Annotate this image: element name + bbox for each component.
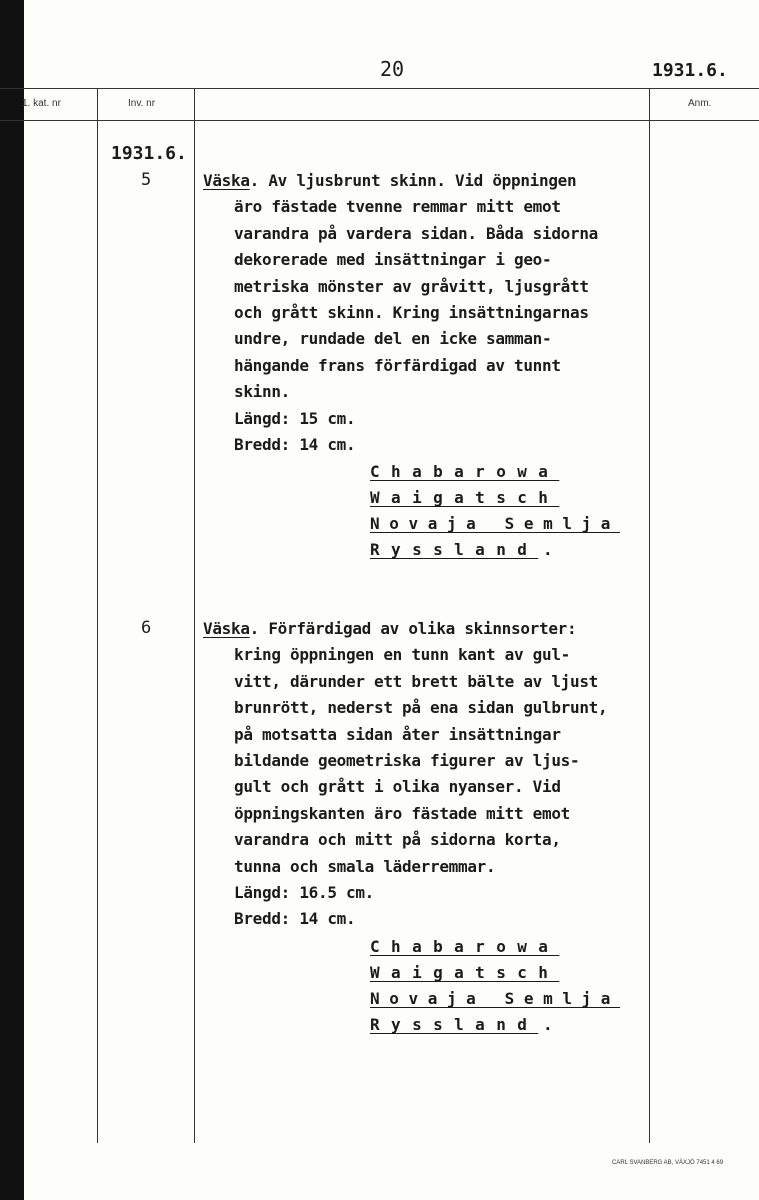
entry-line: varandra och mitt på sidorna korta,: [234, 830, 561, 850]
inv-year: 1931.6.: [111, 143, 187, 164]
location-place: Chabarowa: [370, 937, 560, 956]
location-island: Waigatsch: [370, 488, 560, 507]
entry-line: undre, rundade del en icke samman-: [234, 329, 552, 349]
entry-line: gult och grått i olika nyanser. Vid: [234, 777, 561, 797]
scan-edge: [0, 0, 24, 1200]
entry-line: brunrött, nederst på ena sidan gulbrunt,: [234, 698, 608, 718]
location-archipelago: Novaja Semlja: [370, 989, 621, 1008]
location-country: Ryssland: [370, 540, 539, 559]
column-divider-1: [97, 88, 98, 1143]
entry-line: skinn.: [234, 382, 290, 402]
header-date: 1931.6.: [652, 60, 728, 81]
entry-line: och grått skinn. Kring insättningarnas: [234, 303, 589, 322]
entry-line: . Av ljusbrunt skinn. Vid öppningen: [249, 171, 577, 190]
entry-title: Väska: [203, 619, 250, 638]
page-number: 20: [380, 57, 405, 81]
entry-width: Bredd: 14 cm.: [234, 435, 356, 454]
col-inv-nr: Inv. nr: [128, 98, 156, 109]
inv-number: 5: [141, 170, 152, 190]
col-kat-nr: 1. kat. nr: [22, 98, 61, 109]
location-country: Ryssland: [370, 1015, 539, 1034]
entry-line: . Förfärdigad av olika skinnsorter:: [249, 619, 577, 638]
header-bottom-rule: [0, 120, 759, 121]
entry-length: Längd: 16.5 cm.: [234, 883, 374, 902]
location-archipelago: Novaja Semlja: [370, 514, 621, 533]
column-divider-2: [194, 88, 195, 1143]
header-top-rule: [0, 88, 759, 89]
entry-line: metriska mönster av gråvitt, ljusgrått: [234, 276, 589, 296]
location-period: .: [543, 540, 553, 559]
entry-title: Väska: [203, 171, 250, 190]
entry-text: [203, 168, 576, 194]
printer-imprint: CARL SVANBERG AB, VÄXJÖ 7451 4 69: [612, 1160, 724, 1166]
location-period: .: [543, 1015, 553, 1034]
location-island: Waigatsch: [370, 963, 560, 982]
column-divider-3: [649, 88, 650, 1143]
entry-line: dekorerade med insättningar i geo-: [234, 250, 552, 270]
entry-line: tunna och smala läderremmar.: [234, 856, 496, 876]
entry-line: äro fästade tvenne remmar mitt emot: [234, 197, 561, 217]
entry-width: Bredd: 14 cm.: [234, 909, 356, 929]
entry-line: kring öppningen en tunn kant av gul-: [234, 645, 570, 665]
entry-length: Längd: 15 cm.: [234, 408, 356, 428]
col-anm: Anm.: [688, 98, 712, 109]
entry-line: varandra på vardera sidan. Båda sidorna: [234, 223, 598, 243]
entry-line: på motsatta sidan åter insättningar: [234, 724, 561, 744]
entry-line: öppningskanten äro fästade mitt emot: [234, 803, 570, 823]
inv-number: 6: [141, 618, 152, 638]
location-place: Chabarowa: [370, 462, 560, 481]
entry-line: vitt, därunder ett brett bälte av ljust: [234, 671, 598, 691]
entry-line: bildande geometriska figurer av ljus-: [234, 751, 580, 770]
entry-line: hängande frans förfärdigad av tunnt: [234, 355, 561, 375]
entry-text: [203, 616, 576, 642]
